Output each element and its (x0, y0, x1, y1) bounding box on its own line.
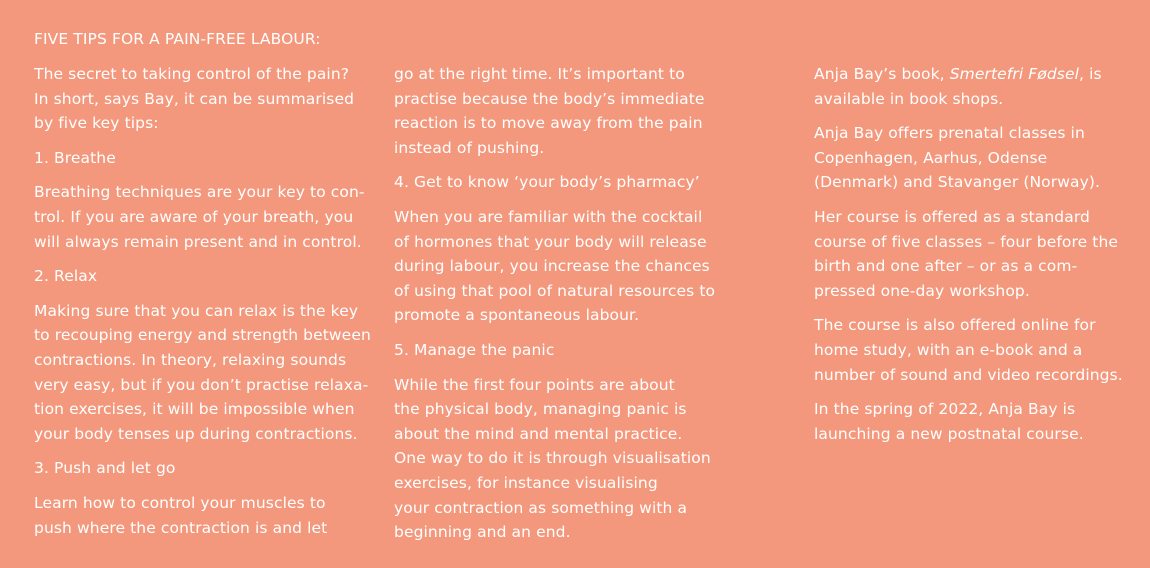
postnatal-paragraph (814, 397, 1134, 446)
book-paragraph (814, 62, 1134, 111)
tip-heading-push: 3. Push and let go (34, 459, 176, 478)
text-line: birth and one after – or as a com- (814, 257, 1078, 276)
tip-paragraph-push (34, 491, 374, 540)
text-line: launching a new postnatal course. (814, 424, 1084, 443)
tip-heading-breathe: 1. Breathe (34, 148, 116, 167)
text-line: trol. If you are aware of your breath, you (34, 207, 354, 226)
tip-paragraph-panic (394, 373, 734, 545)
text-line: promote a spontaneous labour. (394, 306, 640, 325)
text-line: course of five classes – four before the (814, 232, 1119, 251)
text-line: your contraction as something with a (394, 498, 688, 517)
text-line: In short, says Bay, it can be summarised (34, 89, 355, 108)
text-line: will always remain present and in control. (34, 232, 362, 251)
text-line: to recouping energy and strength between (34, 326, 371, 345)
text-segment: Anja Bay’s book, (814, 65, 950, 83)
column-2 (394, 62, 734, 555)
text-line: beginning and an end. (394, 523, 571, 542)
text-line: number of sound and video recordings. (814, 365, 1123, 384)
text-line: Making sure that you can relax is the key (34, 301, 359, 320)
text-line: go at the right time. It’s important to (394, 65, 685, 83)
text-line: tion exercises, it will be impossible when (34, 400, 355, 419)
tip-paragraph-push-continued (394, 62, 734, 160)
text-line: by five key tips: (34, 114, 159, 133)
course-paragraph (814, 205, 1134, 303)
text-line: One way to do it is through visualisation (394, 449, 711, 468)
text-line: In the spring of 2022, Anja Bay is (814, 400, 1076, 419)
column-3 (814, 62, 1134, 456)
text-line: The secret to taking control of the pain? (34, 65, 350, 83)
text-line: pressed one-day workshop. (814, 281, 1030, 300)
text-line: Her course is offered as a standard (814, 207, 1090, 226)
tip-paragraph-relax (34, 299, 374, 447)
text-line: Anja Bay offers prenatal classes in (814, 124, 1085, 143)
book-title: Smertefri Fødsel (949, 65, 1080, 83)
text-line: Learn how to control your muscles to (34, 493, 326, 512)
column-1 (34, 62, 374, 550)
online-paragraph (814, 313, 1134, 387)
tip-heading-panic: 5. Manage the panic (394, 340, 555, 359)
text-line: Copenhagen, Aarhus, Odense (814, 148, 1048, 167)
text-line: the physical body, managing panic is (394, 400, 687, 419)
text-line: about the mind and mental practice. (394, 424, 683, 443)
text-line: (Denmark) and Stavanger (Norway). (814, 173, 1101, 192)
text-line: instead of pushing. (394, 138, 545, 157)
text-line: available in book shops. (814, 89, 1004, 108)
page-title: FIVE TIPS FOR A PAIN-FREE LABOUR: (34, 30, 321, 48)
tip-paragraph-pharmacy (394, 205, 734, 328)
text-line: practise because the body’s immediate (394, 89, 705, 108)
text-line: of hormones that your body will release (394, 232, 707, 251)
text-line: When you are familiar with the cocktail (394, 207, 703, 226)
text-line: very easy, but if you don’t practise relaxa- (34, 375, 369, 394)
text-line: Breathing techniques are your key to con- (34, 183, 365, 202)
text-line: home study, with an e-book and a (814, 340, 1083, 359)
text-line: While the first four points are about (394, 375, 675, 394)
tip-heading-relax: 2. Relax (34, 267, 98, 286)
text-line: of using that pool of natural resources to (394, 281, 716, 300)
text-segment: , is (1079, 65, 1102, 83)
classes-paragraph (814, 121, 1134, 195)
intro-paragraph (34, 62, 374, 136)
text-line: contractions. In theory, relaxing sounds (34, 350, 347, 369)
text-line: your body tenses up during contractions. (34, 424, 358, 443)
text-line: push where the contraction is and let (34, 518, 328, 537)
text-line: The course is also offered online for (814, 316, 1096, 335)
tip-heading-pharmacy: 4. Get to know ‘your body’s pharmacy’ (394, 173, 700, 192)
text-line: reaction is to move away from the pain (394, 114, 703, 133)
text-line: during labour, you increase the chances (394, 257, 710, 276)
tip-paragraph-breathe (34, 180, 374, 254)
text-line: exercises, for instance visualising (394, 473, 658, 492)
